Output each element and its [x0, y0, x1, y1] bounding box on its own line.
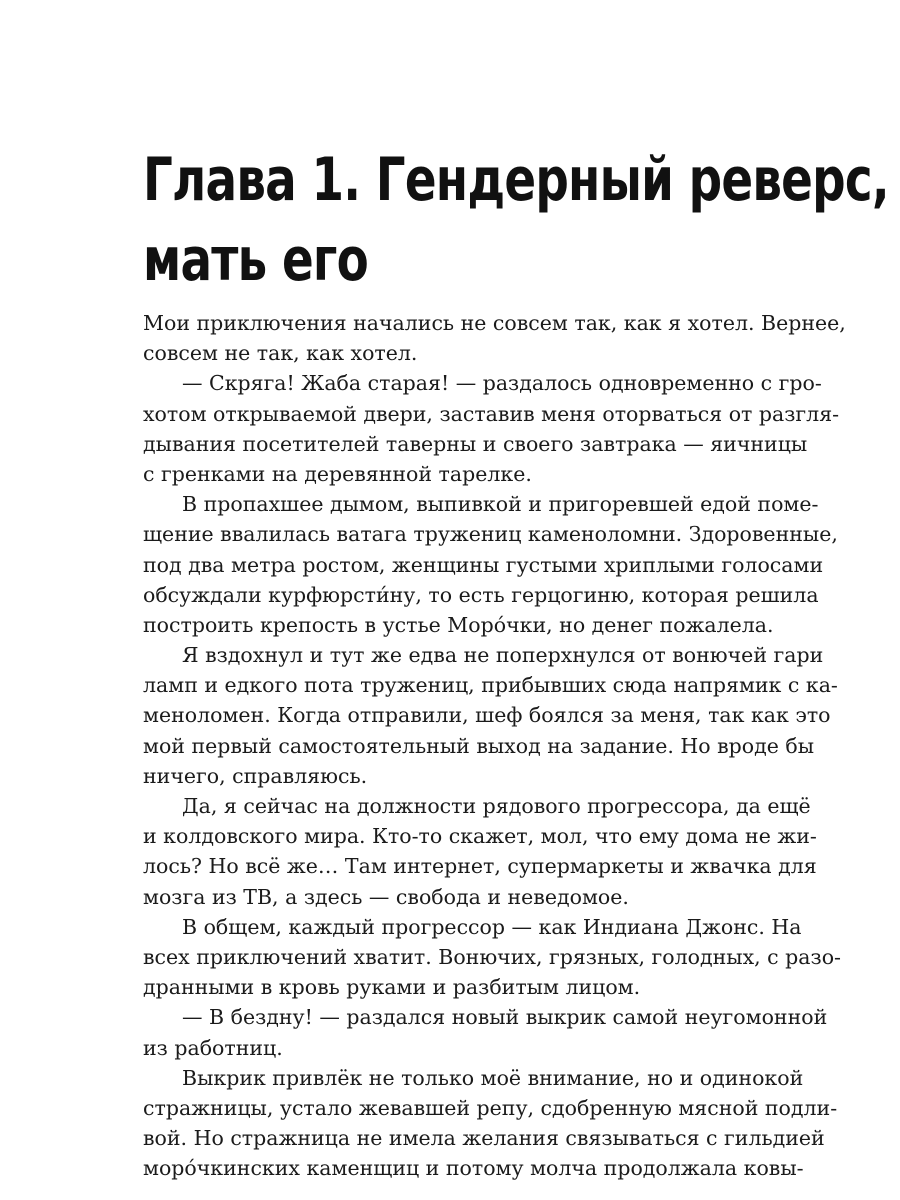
text-line: мозга из ТВ, а здесь — свобода и неведомое. — [143, 884, 629, 909]
text-line: всех приключений хватит. Вонючих, грязных, голодных, с разо- — [143, 944, 841, 969]
text-line: дранными в кровь руками и разбитым лицом. — [143, 975, 641, 1000]
text-line: обсуждали курфюрсти́ну, то есть герцогиню, которая решила — [143, 582, 819, 607]
chapter-body-text — [143, 308, 846, 1183]
text-line: стражницы, устало жевавшей репу, сдобренную мясной подли- — [143, 1095, 838, 1120]
text-line: Да, я сейчас на должности рядового прогрессора, да ещё — [182, 794, 811, 818]
text-line: и колдовского мира. Кто-то скажет, мол, что ему дома не жи- — [143, 824, 817, 849]
text-line: Выкрик привлёк не только моё внимание, но и одинокой — [182, 1065, 804, 1090]
text-line: дывания посетителей таверны и своего завтрака — яичницы — [143, 431, 808, 456]
text-line: моро́чкинских каменщиц и потому молча продолжала ковы- — [143, 1156, 804, 1181]
chapter-title-line-2: мать его — [143, 225, 368, 295]
text-line: Я вздохнул и тут же едва не поперхнулся от вонючей гари — [182, 643, 824, 668]
chapter-title — [143, 140, 889, 300]
text-line: из работниц. — [143, 1035, 283, 1060]
text-line: — Скряга! Жаба старая! — раздалось одновременно с гро- — [182, 371, 822, 396]
text-line: щение ввалилась ватага тружениц каменоломни. Здоровенные, — [143, 522, 838, 547]
text-line: вой. Но стражница не имела желания связываться с гильдией — [143, 1126, 825, 1151]
text-line: Мои приключения начались не совсем так, как я хотел. Вернее, — [143, 311, 846, 335]
text-line: меноломен. Когда отправили, шеф боялся за меня, так как это — [143, 703, 831, 728]
text-line: мой первый самостоятельный выход на задание. Но вроде бы — [143, 733, 815, 758]
text-line: совсем не так, как хотел. — [143, 341, 418, 366]
text-line: — В бездну! — раздался новый выкрик самой неугомонной — [182, 1005, 828, 1030]
text-line: лось? Но всё же… Там интернет, супермаркеты и жвачка для — [143, 854, 817, 879]
text-line: хотом открываемой двери, заставив меня оторваться от разгля- — [143, 401, 840, 426]
text-line: ничего, справляюсь. — [143, 763, 368, 788]
text-line: ламп и едкого пота тружениц, прибывших сюда напрямик с ка- — [143, 673, 838, 698]
chapter-title-line-1: Глава 1. Гендерный реверс, — [143, 145, 889, 215]
text-line: В пропахшее дымом, выпивкой и пригоревшей едой поме- — [182, 492, 819, 517]
text-line: под два метра ростом, женщины густыми хриплыми голосами — [143, 552, 824, 577]
text-line: с гренками на деревянной тарелке. — [143, 461, 532, 486]
text-line: В общем, каждый прогрессор — как Индиана Джонс. На — [182, 914, 802, 939]
text-line: построить крепость в устье Моро́чки, но денег пожалела. — [143, 612, 774, 637]
